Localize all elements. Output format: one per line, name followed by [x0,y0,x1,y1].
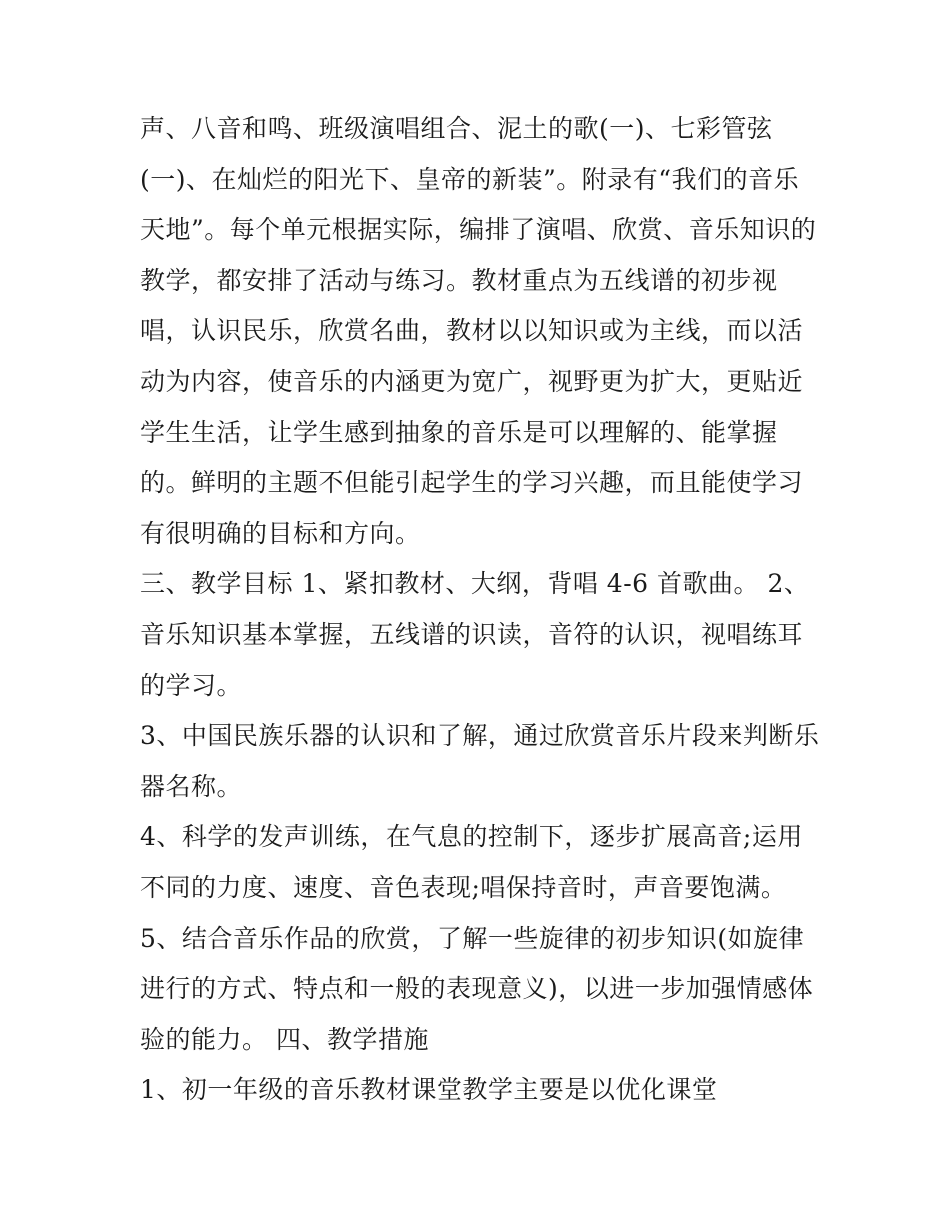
paragraph-goal-5: 5、结合音乐作品的欣赏，了解一些旋律的初步知识(如旋律进行的方式、特点和一般的表现意义)，以进一步加强情感体验的能力。 四、教学措施 [140,923,814,1054]
paragraph-textbook-overview: 声、八音和鸣、班级演唱组合、泥土的歌(一)、七彩管弦(一)、在灿烂的阳光下、皇帝的新装”。附录有“我们的音乐天地”。每个单元根据实际，编排了演唱、欣赏、音乐知识的教学，都安排了活动与练习。教材重点为五线谱的初步视唱，认识民乐，欣赏名曲，教材以以知识或为主线，而以活动为内容，使音乐的内涵更为宽广，视野更为扩大，更贴近学生生活，让学生感到抽象的音乐是可以理解的、能掌握的。鲜明的主题不但能引起学生的学习兴趣，而且能使学习有很明确的目标和方向。 [140,114,817,548]
paragraph-goal-4: 4、科学的发声训练，在气息的控制下，逐步扩展高音;运用不同的力度、速度、音色表现;唱保持音时，声音要饱满。 [140,822,803,902]
paragraph-teaching-goals: 三、教学目标 1、紧扣教材、大纲，背唱 4-6 首歌曲。 2、音乐知识基本掌握，五线谱的识读，音符的认识，视唱练耳的学习。 [140,569,810,700]
document-body [140,104,820,1116]
paragraph-goal-3: 3、中国民族乐器的认识和了解，通过欣赏音乐片段来判断乐器名称。 [140,721,820,801]
paragraph-measure-1: 1、初一年级的音乐教材课堂教学主要是以优化课堂 [140,1075,718,1105]
